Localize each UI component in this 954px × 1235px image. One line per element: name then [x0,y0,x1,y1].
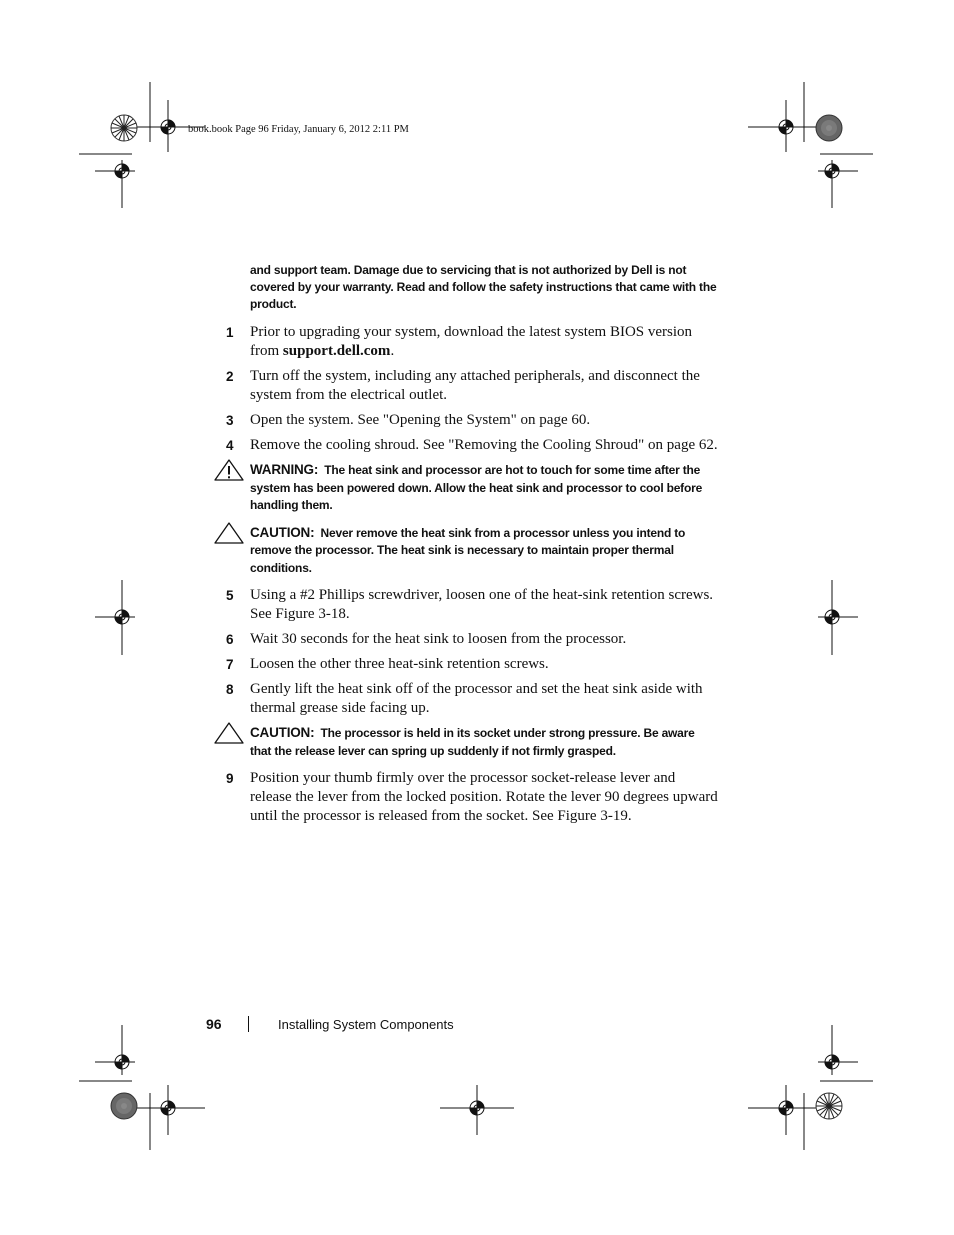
step-number: 7 [226,657,234,672]
step-text: Using a #2 Phillips screwdriver, loosen one of the heat-sink retention screws. See Figure 3-18. [250,587,714,622]
caution-notice-2 [222,724,718,760]
section-title: Installing System Components [278,1017,454,1032]
step-5 [222,586,718,624]
footer-divider [248,1016,249,1032]
caution-text: The processor is held in its socket under strong pressure. Be aware that the release lever can spring up suddenly if not firmly grasped. [250,726,695,758]
step-3 [222,411,718,430]
step-number: 5 [226,588,234,603]
step-number: 6 [226,632,234,647]
caution-text: Never remove the heat sink from a processor unless you intend to remove the processor. The heat sink is necessary to maintain proper thermal conditions. [250,525,686,575]
page-footer [0,1014,954,1036]
caution-triangle-icon [213,521,245,545]
warning-notice [222,461,718,515]
step-text: Loosen the other three heat-sink retention screws. [250,656,549,672]
step-7 [222,655,718,674]
step-number: 1 [226,325,234,340]
step-text: Wait 30 seconds for the heat sink to loosen from the processor. [250,631,627,647]
print-slug: book.book Page 96 Friday, January 6, 2012 2:11 PM [188,124,409,135]
warning-label: WARNING: [250,462,319,477]
caution-label: CAUTION: [250,524,315,540]
step-text: Prior to upgrading your system, download the latest system BIOS version from [250,324,693,359]
step-text: Remove the cooling shroud. See "Removing the Cooling Shroud" on page 62. [250,437,718,453]
step-9 [222,769,718,826]
warning-text: The heat sink and processor are hot to touch for some time after the system has been powered down. Allow the heat sink and processor to cool before handling them. [250,463,703,512]
caution-notice-1 [222,524,718,578]
step-2 [222,367,718,405]
step-number: 9 [226,771,234,786]
step-1 [222,323,718,361]
step-6 [222,630,718,649]
caution-triangle-icon [213,721,245,745]
step-text: Gently lift the heat sink off of the processor and set the heat sink aside with thermal grease side facing up. [250,681,703,716]
caution-label: CAUTION: [250,725,315,740]
step-text: Open the system. See "Opening the System" on page 60. [250,412,591,428]
step-8 [222,680,718,718]
step-text: Turn off the system, including any attached peripherals, and disconnect the system from the electrical outlet. [250,368,700,403]
step-text-end: . [390,343,395,359]
step-4 [222,436,718,455]
step-text: Position your thumb firmly over the processor socket-release lever and release the lever from the locked position. Rotate the lever 90 degrees upward until the processor is released from the socket. See Figure 3-19. [250,770,718,824]
step-number: 3 [226,413,234,428]
main-content [222,262,718,832]
step-number: 2 [226,369,234,384]
warning-triangle-exclamation-icon [213,458,245,482]
step-number: 4 [226,438,234,453]
support-link-text: support.dell.com [282,343,391,359]
continuation-paragraph: and support team. Damage due to servicing that is not authorized by Dell is not covered by your warranty. Read and follow the safety instructions that came with the product. [250,263,717,311]
page-number: 96 [206,1016,222,1032]
step-number: 8 [226,682,234,697]
